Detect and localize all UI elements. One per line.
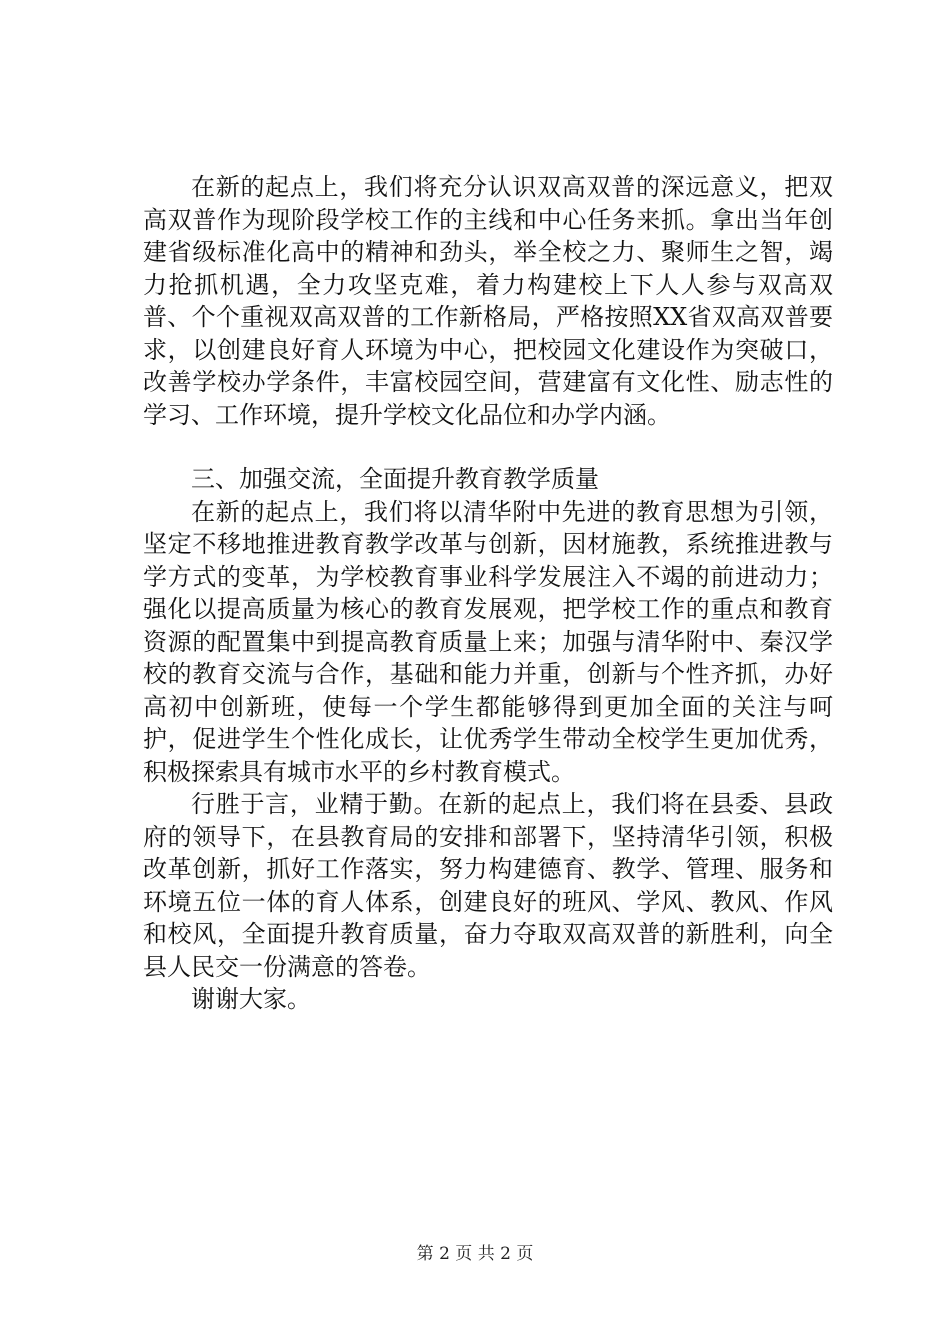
document-body [143, 171, 833, 1016]
paragraph-education-quality: 在新的起点上，我们将以清华附中先进的教育思想为引领，坚定不移地推进教育教学改革与创新，因材施教，系统推进教与学方式的变革，为学校教育事业科学发展注入不竭的前进动力；强化以提高质量为核心的教育发展观，把学校工作的重点和教育资源的配置集中到提高教育质量上来；加强与清华附中、秦汉学校的教育交流与合作，基础和能力并重，创新与个性齐抓，办好高初中创新班，使每一个学生都能够得到更加全面的关注与呵护，促进学生个性化成长，让优秀学生带动全校学生更加优秀，积极探索具有城市水平的乡村教育模式。 [143, 497, 833, 786]
paragraph-spacer [143, 431, 833, 463]
paragraph-thanks: 谢谢大家。 [191, 985, 311, 1013]
paragraph-conclusion: 行胜于言，业精于勤。在新的起点上，我们将在县委、县政府的领导下，在县教育局的安排和部署下，坚持清华引领，积极改革创新，抓好工作落实，努力构建德育、教学、管理、服务和环境五位一体的育人体系，创建良好的班风、学风、教风、作风和校风，全面提升教育质量，奋力夺取双高双普的新胜利，向全县人民交一份满意的答卷。 [143, 790, 833, 981]
section-heading: 三、加强交流，全面提升教育教学质量 [191, 465, 599, 493]
page-number-footer: 第 2 页 共 2 页 [416, 1244, 534, 1264]
paragraph-intro: 在新的起点上，我们将充分认识双高双普的深远意义，把双高双普作为现阶段学校工作的主线和中心任务来抓。拿出当年创建省级标准化高中的精神和劲头，举全校之力、聚师生之智，竭力抢抓机遇，全力攻坚克难，着力构建校上下人人参与双高双普、个个重视双高双普的工作新格局，严格按照XX省双高双普要求，以创建良好育人环境为中心，把校园文化建设作为突破口，改善学校办学条件，丰富校园空间，营建富有文化性、励志性的学习、工作环境，提升学校文化品位和办学内涵。 [143, 173, 833, 429]
